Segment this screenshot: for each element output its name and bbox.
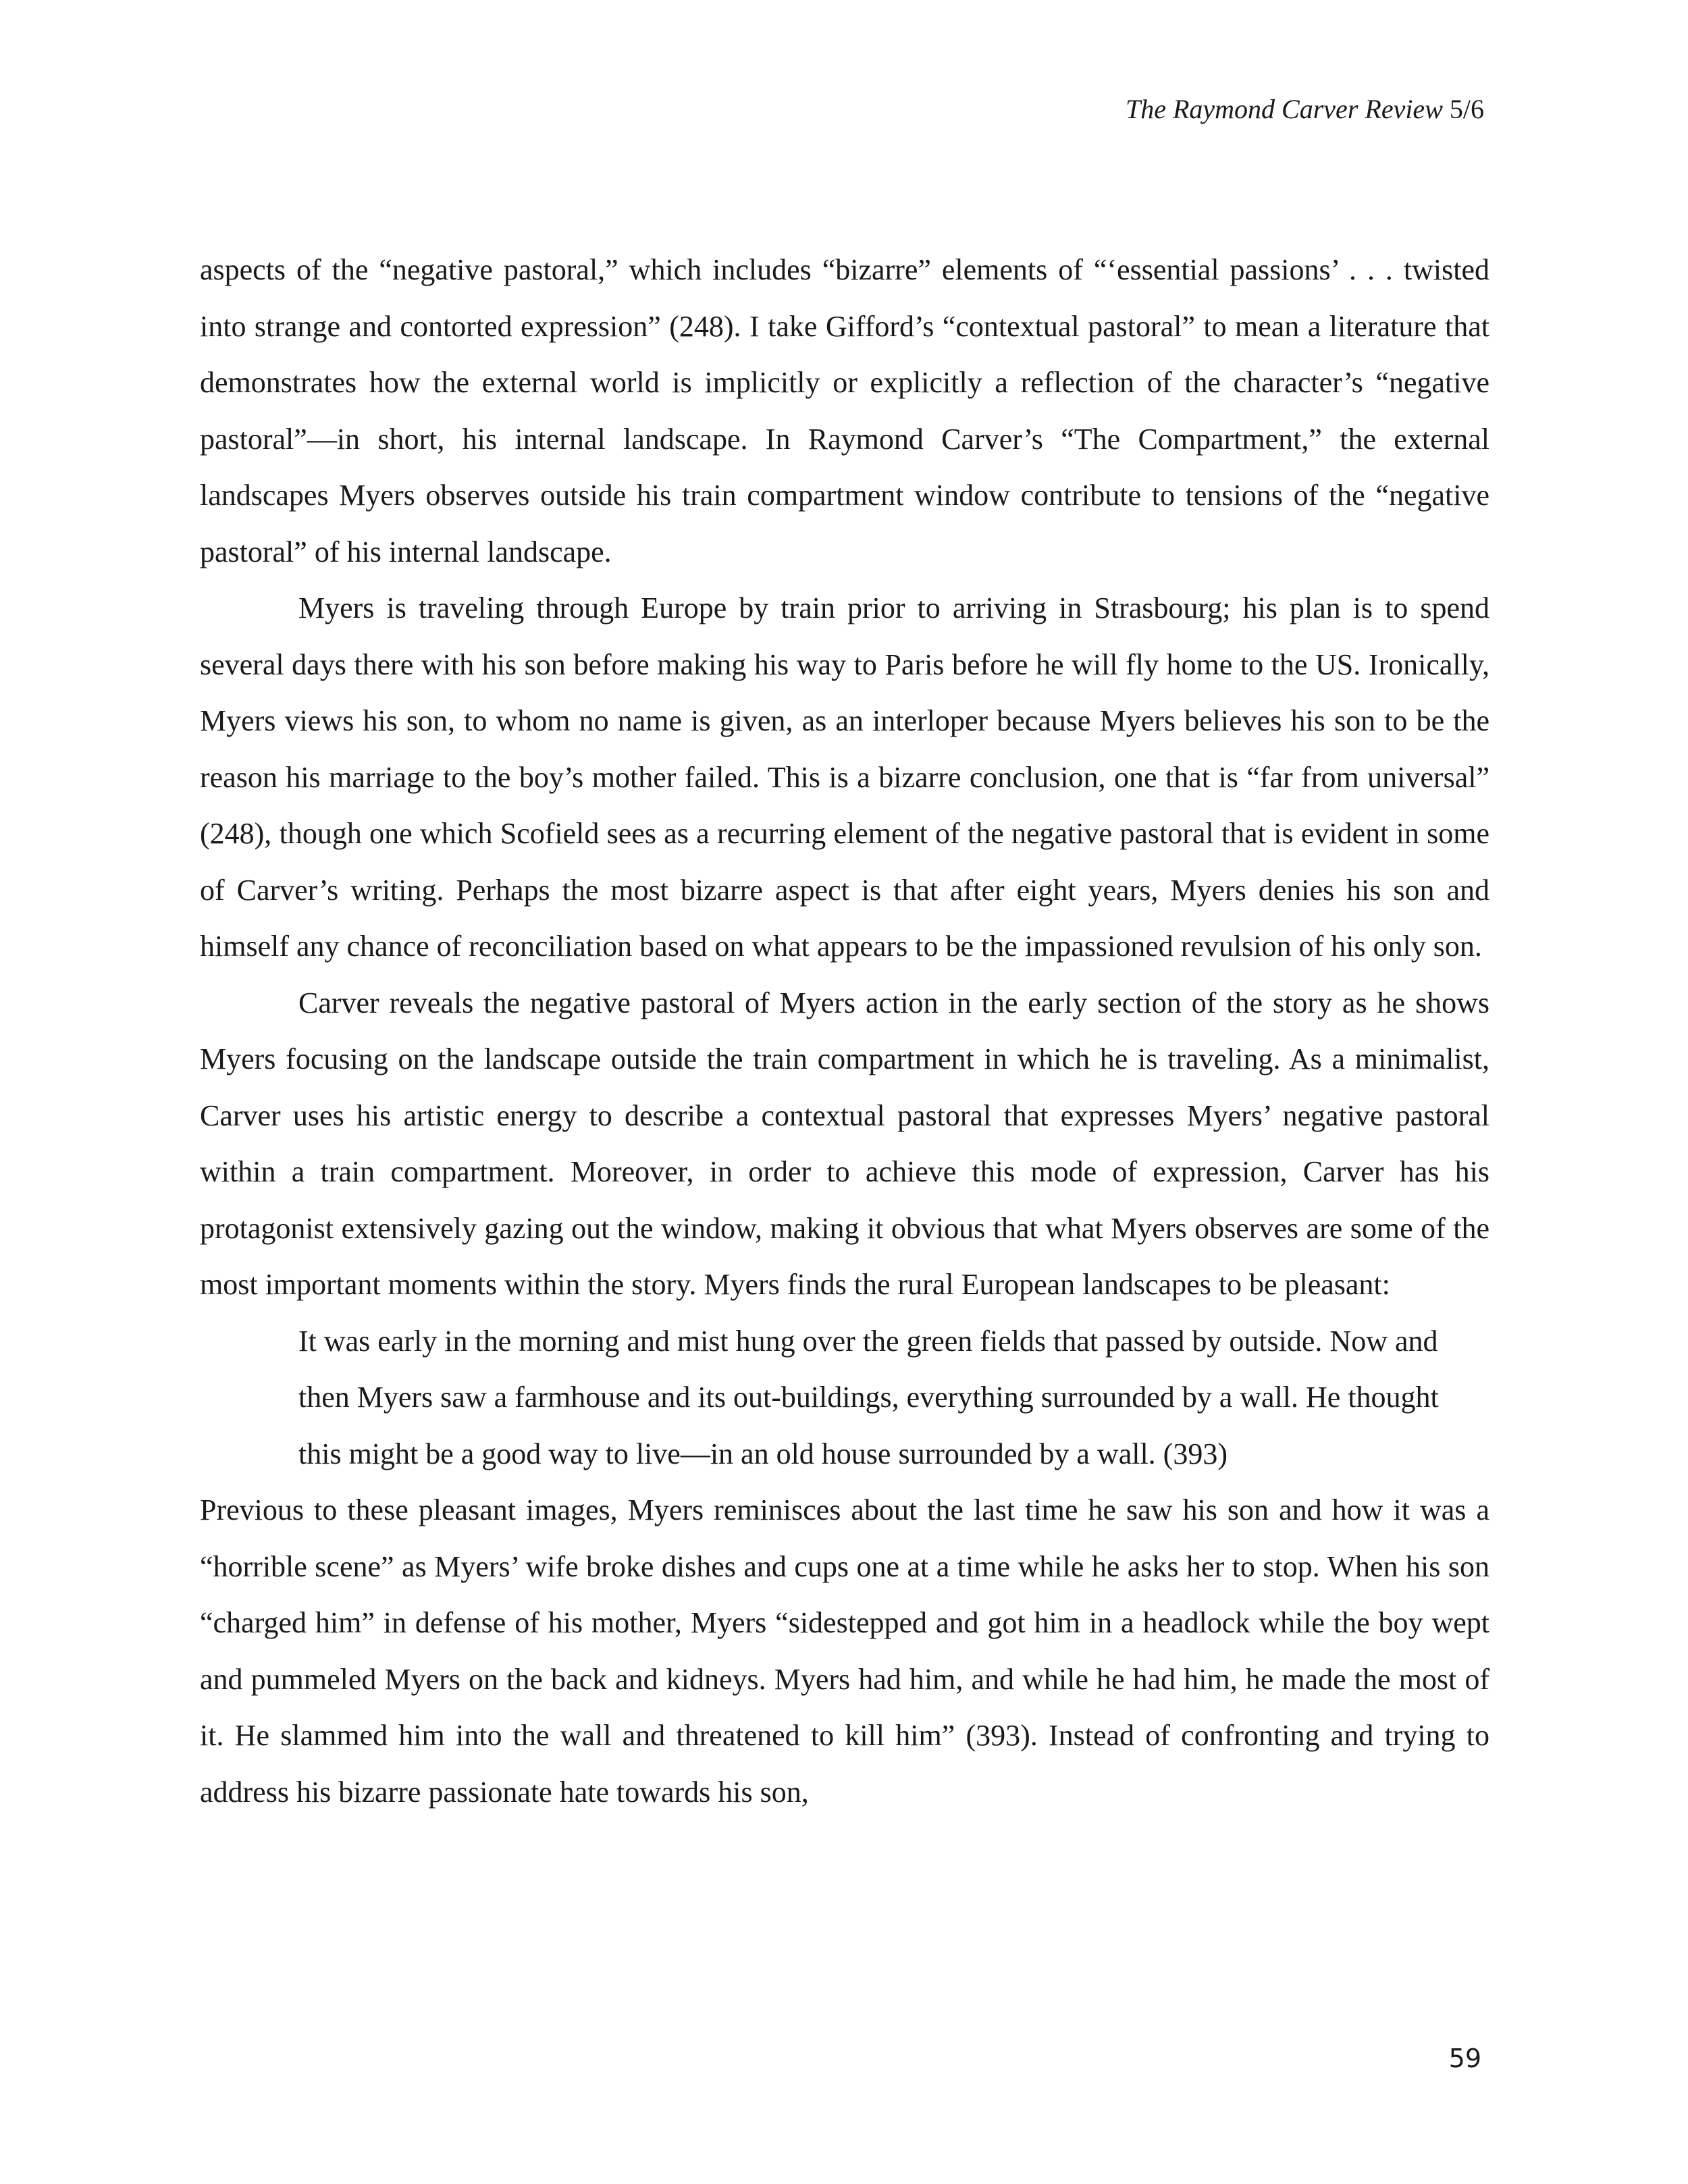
paragraph-closing: Previous to these pleasant images, Myers reminisces about the last time he saw his son and how it was a “horrible scene” as Myers’ wife broke dishes and cups one at a time while he asks her to stop. When his son “charged him” in defense of his mother, Myers “sidestepped and got him in a headlock while the boy wept and pummeled Myers on the back and kidneys. Myers had him, and while he had him, he made the most of it. He slammed him into the wall and threatened to kill him” (393). Instead of confronting and trying to address his bizarre passionate hate towards his son, <box>200 1493 1489 1809</box>
page-number: 59 <box>1448 2044 1481 2073</box>
journal-title: The Raymond Carver Review <box>1125 94 1443 124</box>
paragraph: Myers is traveling through Europe by train prior to arriving in Strasbourg; his plan is to spend several days there with his son before making his way to Paris before he will fly home to the US. Ironically, Myers views his son, to whom no name is given, as an interloper because Myers believes his son to be the reason his marriage to the boy’s mother failed. This is a bizarre conclusion, one that is “far from universal” (248), though one which Scofield sees as a recurring element of the negative pastoral that is evident in some of Carver’s writing. Perhaps the most bizarre aspect is that after eight years, Myers denies his son and himself any chance of reconciliation based on what appears to be the impassioned revulsion of his only son. <box>200 591 1489 963</box>
paragraph: Carver reveals the negative pastoral of Myers action in the early section of the story as he shows Myers focusing on the landscape outside the train compartment in which he is traveling. As a minimalist, Carver uses his artistic energy to describe a contextual pastoral that expresses Myers’ negative pastoral within a train compartment. Moreover, in order to achieve this mode of expression, Carver has his protagonist extensively gazing out the window, making it obvious that what Myers observes are some of the most important moments within the story. Myers finds the rural European landscapes to be pleasant: <box>200 986 1489 1301</box>
block-quote: It was early in the morning and mist hung over the green fields that passed by outside. Now and then Myers saw a farmhouse and its out-buildings, everything surrounded by a wall. He thought this might be a good way to live—in an old house surrounded by a wall. (393) <box>298 1324 1439 1470</box>
running-header <box>1126 96 1484 123</box>
article-body <box>200 242 1489 1820</box>
paragraph-continued: aspects of the “negative pastoral,” which includes “bizarre” elements of “‘essential passions’ . . . twisted into strange and contorted expression” (248). I take Gifford’s “contextual pastoral” to mean a literature that demonstrates how the external world is implicitly or explicitly a reflection of the character’s “negative pastoral”—in short, his internal landscape. In Raymond Carver’s “The Compartment,” the external landscapes Myers observes outside his train compartment window contribute to tensions of the “negative pastoral” of his internal landscape. <box>200 253 1489 568</box>
issue-number: 5/6 <box>1449 94 1484 124</box>
